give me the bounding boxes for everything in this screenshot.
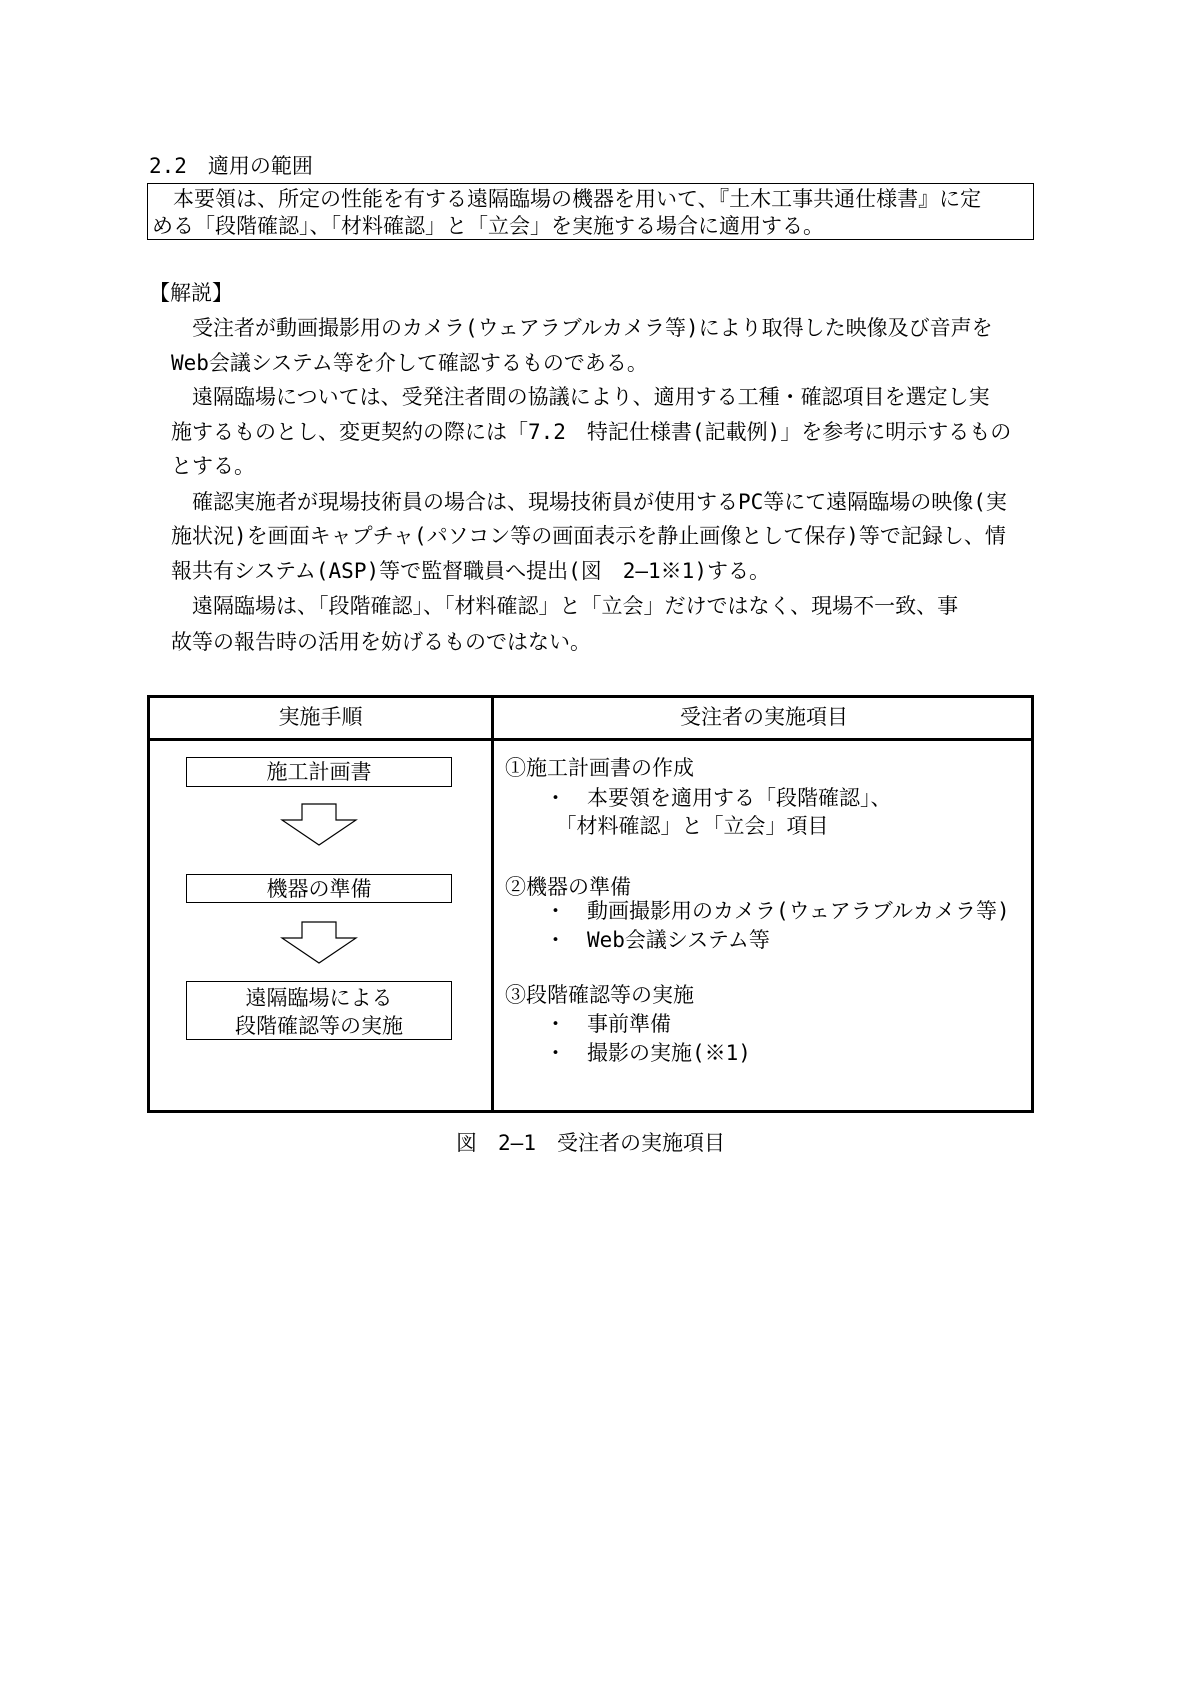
paragraph-line: 故等の報告時の活用を妨げるものではない。 [171, 630, 591, 654]
header-procedure: 実施手順 [278, 705, 363, 729]
paragraph-line: 施するものとし、変更契約の際には「7.2 特記仕様書(記載例)」を参考に明示するもの [171, 420, 1012, 444]
summary-box [147, 183, 1034, 240]
header-divider [147, 738, 1034, 741]
step-box [186, 874, 452, 903]
item-bullet: ・ 撮影の実施(※1) [545, 1041, 751, 1065]
paragraph-line: 確認実施者が現場技術員の場合は、現場技術員が使用するPC等にて遠隔臨場の映像(実 [171, 490, 1007, 514]
step-box [186, 981, 452, 1040]
paragraph-line: 施状況)を画面キャプチャ(パソコン等の画面表示を静止画像として保存)等で記録し、情 [171, 524, 1006, 548]
paragraph-line: Web会議システム等を介して確認するものである。 [171, 351, 648, 375]
down-arrow-icon [280, 921, 358, 964]
summary-line: める「段階確認」、「材料確認」と「立会」を実施する場合に適用する。 [152, 214, 824, 238]
step-label: 遠隔臨場による [245, 986, 393, 1010]
summary-line: 本要領は、所定の性能を有する遠隔臨場の機器を用いて、『土木工事共通仕様書』に定 [152, 187, 982, 211]
item-bullet: ・ 事前準備 [545, 1012, 671, 1036]
down-arrow-icon [280, 803, 358, 846]
step-label: 機器の準備 [266, 877, 372, 901]
item-bullet: 「材料確認」と「立会」項目 [545, 814, 829, 838]
step-box [186, 757, 452, 787]
header-items: 受注者の実施項目 [680, 705, 848, 729]
paragraph-line: 受注者が動画撮影用のカメラ(ウェアラブルカメラ等)により取得した映像及び音声を [171, 316, 993, 340]
paragraph-line: 遠隔臨場は、「段階確認」、「材料確認」と「立会」だけではなく、現場不一致、事 [171, 594, 959, 618]
item-title: ②機器の準備 [505, 875, 631, 899]
item-title: ③段階確認等の実施 [505, 983, 694, 1007]
figure-caption: 図 2—1 受注者の実施項目 [456, 1131, 725, 1155]
step-label: 段階確認等の実施 [235, 1014, 403, 1038]
section-heading: 2.2 適用の範囲 [149, 154, 313, 178]
column-divider [491, 695, 494, 1113]
commentary-label: 【解説】 [149, 281, 233, 305]
step-label: 施工計画書 [266, 760, 372, 784]
paragraph-line: 報共有システム(ASP)等で監督職員へ提出(図 2—1※1)する。 [171, 559, 770, 583]
paragraph-line: 遠隔臨場については、受発注者間の協議により、適用する工種・確認項目を選定し実 [171, 385, 990, 409]
item-bullet: ・ 動画撮影用のカメラ(ウェアラブルカメラ等) [545, 899, 1010, 923]
item-bullet: ・ 本要領を適用する「段階確認」、 [545, 786, 892, 810]
item-bullet: ・ Web会議システム等 [545, 928, 770, 952]
item-title: ①施工計画書の作成 [505, 756, 694, 780]
paragraph-line: とする。 [171, 454, 255, 478]
